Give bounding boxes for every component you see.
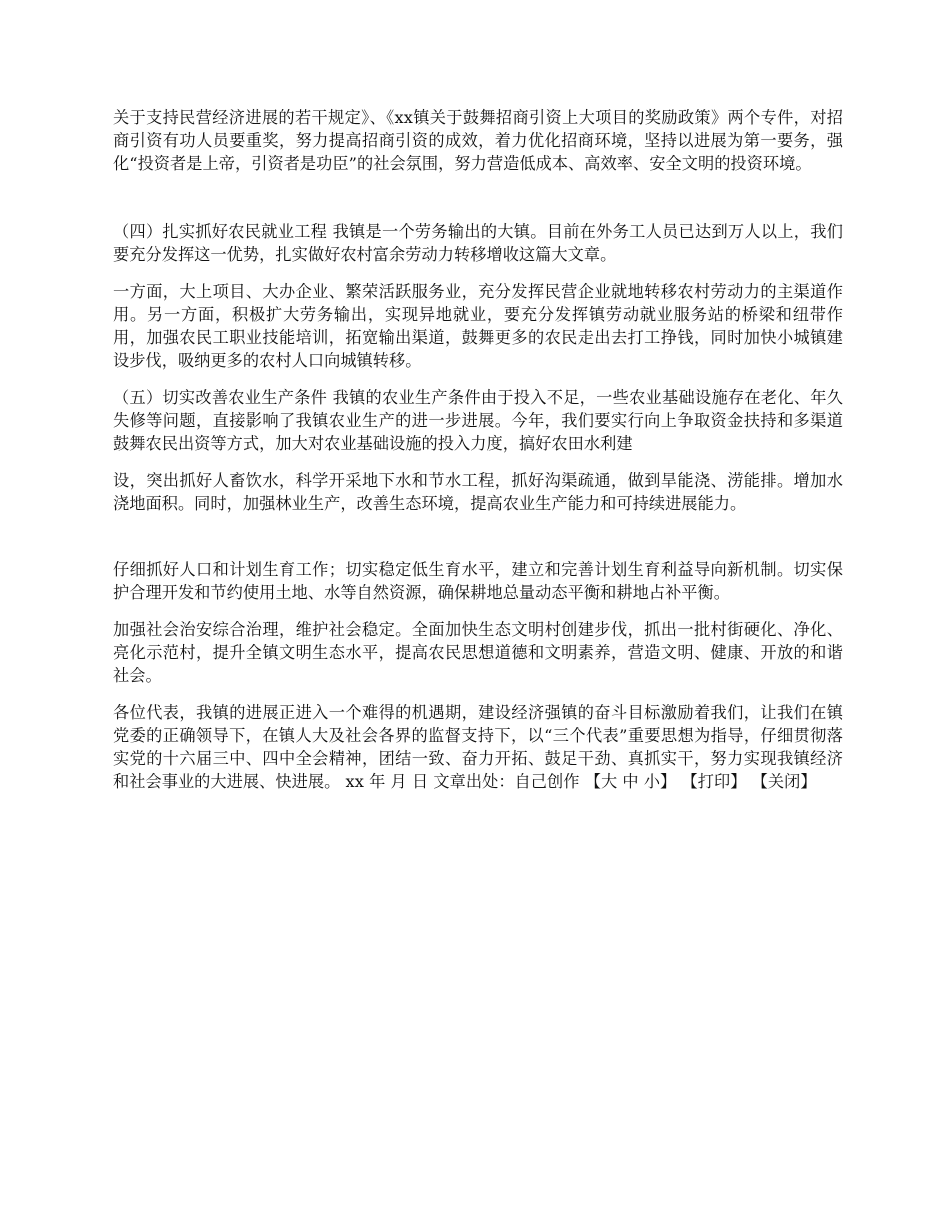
paragraph-1: 关于支持民营经济进展的若干规定》、《xx镇关于鼓舞招商引资上大项目的奖励政策》两个专件，对招商引资有功人员要重奖，努力提高招商引资的成效，着力优化招商环境，坚持以进展为第一要务，强化“投资者是上帝，引资者是功臣”的社会氛围，努力营造低成本、高效率、安全文明的投资环境。	[113, 108, 843, 173]
document-body	[113, 106, 843, 793]
close-link[interactable]: 【关闭】	[751, 772, 817, 791]
spacer	[113, 372, 843, 386]
spacer	[113, 687, 843, 701]
spacer	[113, 175, 843, 220]
paragraph-7: 加强社会治安综合治理，维护社会稳定。全面加快生态文明村创建步伐，抓出一批村街硬化、净化、亮化示范村，提升全镇文明生态水平，提高农民思想道德和文明素养，营造文明、健康、开放的和谐社会。	[113, 620, 843, 685]
spacer	[113, 515, 843, 558]
spacer	[113, 266, 843, 280]
paragraph-2: （四）扎实抓好农民就业工程 我镇是一个劳务输出的大镇。目前在外务工人员已达到万人以上，我们要充分发挥这一优势，扎实做好农村富余劳动力转移增收这篇大文章。	[113, 222, 843, 264]
paragraph-4: （五）切实改善农业生产条件 我镇的农业生产条件由于投入不足，一些农业基础设施存在老化、年久失修等问题，直接影响了我镇农业生产的进一步进展。今年，我们要实行向上争取资金扶持和多渠道鼓舞农民出资等方式，加大对农业基础设施的投入力度，搞好农田水利建	[113, 388, 843, 453]
paragraph-8	[113, 701, 843, 793]
paragraph-8-text: 各位代表，我镇的进展正进入一个难得的机遇期，建设经济强镇的奋斗目标激励着我们，让我们在镇党委的正确领导下，在镇人大及社会各界的监督支持下，以“三个代表”重要思想为指导，仔细贯彻落实党的十六届三中、四中全会精神，团结一致、奋力开拓、鼓足干劲、真抓实干，努力实现我镇经济和社会事业的大进展、快进展。 xx 年 月 日 文章出处：自己创作	[113, 703, 843, 791]
paragraph-5: 设，突出抓好人畜饮水，科学开采地下水和节水工程，抓好沟渠疏通，做到旱能浇、涝能排。增加水浇地面积。同时，加强林业生产，改善生态环境，提高农业生产能力和可持续进展能力。	[113, 471, 843, 513]
spacer	[113, 604, 843, 618]
paragraph-6: 仔细抓好人口和计划生育工作；切实稳定低生育水平，建立和完善计划生育利益导向新机制。切实保护合理开发和节约使用土地、水等自然资源，确保耕地总量动态平衡和耕地占补平衡。	[113, 560, 843, 602]
spacer	[113, 455, 843, 469]
print-link[interactable]: 【打印】	[681, 772, 747, 791]
paragraph-3: 一方面，大上项目、大办企业、繁荣活跃服务业，充分发挥民营企业就地转移农村劳动力的主渠道作用。另一方面，积极扩大劳务输出，实现异地就业，要充分发挥镇劳动就业服务站的桥梁和纽带作用，加强农民工职业技能培训，拓宽输出渠道，鼓舞更多的农民走出去打工挣钱，同时加快小城镇建设步伐，吸纳更多的农村人口向城镇转移。	[113, 282, 843, 370]
font-size-link[interactable]: 【大 中 小】	[584, 772, 677, 791]
